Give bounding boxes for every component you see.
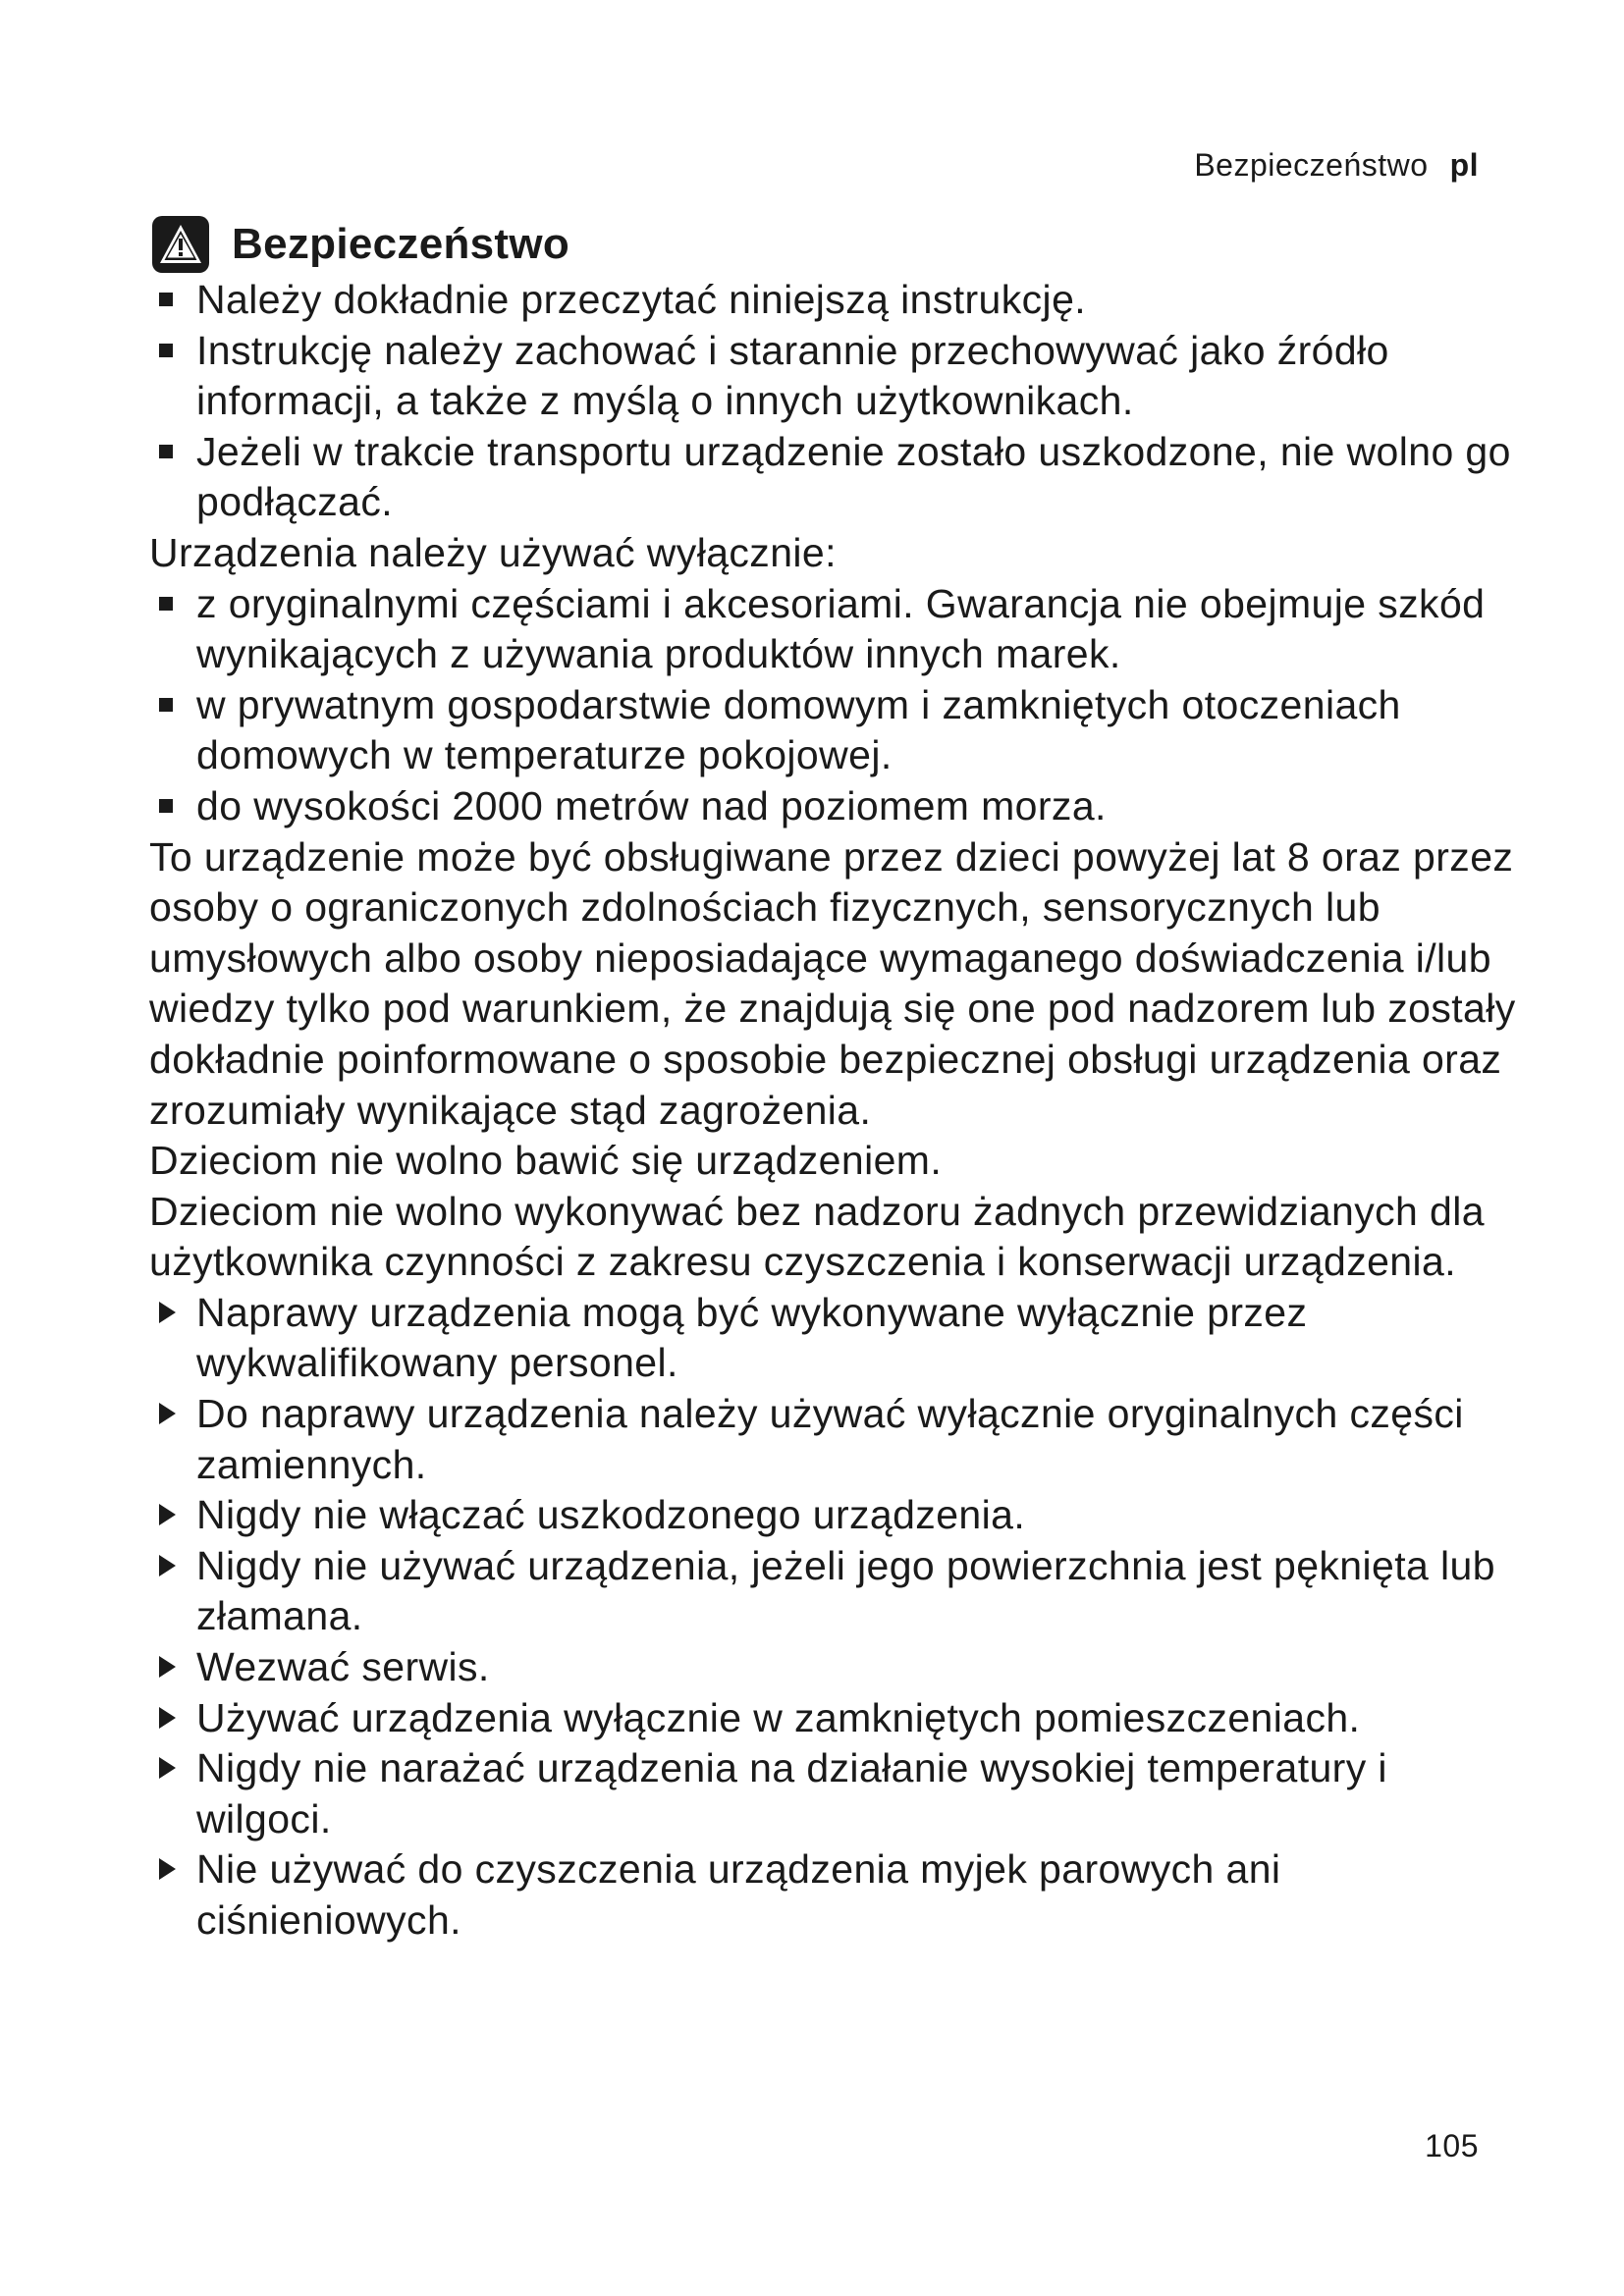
- arrow-bullet-icon: [159, 1504, 176, 1525]
- header-section-name: Bezpieczeństwo: [1194, 147, 1429, 183]
- instruction-item: [149, 1389, 1524, 1490]
- square-bullet-icon: [159, 445, 173, 458]
- square-bullet-icon: [159, 597, 173, 611]
- instruction-text: Naprawy urządzenia mogą być wykonywane wyłącznie przez wykwalifikowany personel.: [196, 1289, 1308, 1386]
- running-header: [1194, 147, 1479, 184]
- list-item: [149, 781, 1524, 832]
- instruction-item: [149, 1490, 1524, 1541]
- instruction-item: [149, 1642, 1524, 1693]
- children-usage-paragraph: To urządzenie może być obsługiwane przez dzieci powyżej lat 8 oraz przez osoby o ograniczonych zdolnościach fizycznych, sensorycznych lub umysłowych albo osoby nieposiadające wymaganego doświadczenia i/lub wiedzy tylko pod warunkiem, że znajdują się one pod nadzorem lub zostały dokładnie poinformowane o sposobie bezpiecznej obsługi urządzenia oraz zrozumiały wynikające stąd zagrożenia.: [149, 833, 1516, 1133]
- list-item-text: Należy dokładnie przeczytać niniejszą instrukcję.: [196, 277, 1087, 322]
- arrow-bullet-icon: [159, 1707, 176, 1729]
- list-item: [149, 326, 1524, 427]
- arrow-bullet-icon: [159, 1656, 176, 1678]
- instruction-text: Nie używać do czyszczenia urządzenia myjek parowych ani ciśnieniowych.: [196, 1846, 1281, 1943]
- list-item: [149, 680, 1524, 781]
- square-bullet-icon: [159, 799, 173, 813]
- arrow-bullet-icon: [159, 1403, 176, 1424]
- instruction-text: Nigdy nie używać urządzenia, jeżeli jego powierzchnia jest pęknięta lub złamana.: [196, 1542, 1495, 1639]
- children-play-paragraph: Dzieciom nie wolno bawić się urządzeniem.: [149, 1138, 943, 1184]
- list-item-text: Jeżeli w trakcie transportu urządzenie zostało uszkodzone, nie wolno go podłączać.: [196, 428, 1511, 525]
- list-item: [149, 579, 1524, 680]
- arrow-bullet-icon: [159, 1858, 176, 1880]
- square-bullet-icon: [159, 293, 173, 306]
- list-item: [149, 275, 1524, 326]
- page-content: [149, 214, 1524, 1947]
- square-bullet-icon: [159, 344, 173, 357]
- arrow-bullet-icon: [159, 1555, 176, 1576]
- usage-intro: Urządzenia należy używać wyłącznie:: [149, 529, 837, 575]
- instruction-text: Do naprawy urządzenia należy używać wyłącznie oryginalnych części zamiennych.: [196, 1391, 1464, 1487]
- instruction-item: [149, 1288, 1524, 1389]
- instruction-text: Używać urządzenia wyłącznie w zamkniętych pomieszczeniach.: [196, 1694, 1361, 1740]
- instruction-text: Wezwać serwis.: [196, 1644, 490, 1690]
- arrow-bullet-icon: [159, 1757, 176, 1779]
- children-cleaning-paragraph: Dzieciom nie wolno wykonywać bez nadzoru żadnych przewidzianych dla użytkownika czynności z zakresu czyszczenia i konserwacji urządzenia.: [149, 1188, 1485, 1285]
- instruction-text: Nigdy nie narażać urządzenia na działanie wysokiej temperatury i wilgoci.: [196, 1745, 1387, 1842]
- square-bullet-icon: [159, 698, 173, 712]
- arrow-bullet-icon: [159, 1302, 176, 1323]
- section-heading: [149, 214, 1524, 275]
- list-item-text: z oryginalnymi częściami i akcesoriami. Gwarancja nie obejmuje szkód wynikających z używania produktów innych marek.: [196, 580, 1486, 677]
- page-number: 105: [1425, 2128, 1479, 2163]
- instruction-text: Nigdy nie włączać uszkodzonego urządzenia.: [196, 1492, 1026, 1538]
- warning-triangle-icon: [151, 215, 210, 274]
- section-title: Bezpieczeństwo: [232, 220, 570, 269]
- instruction-item: [149, 1693, 1524, 1744]
- list-item-text: w prywatnym gospodarstwie domowym i zamkniętych otoczeniach domowych w temperaturze pokojowej.: [196, 681, 1401, 778]
- list-item: [149, 427, 1524, 528]
- list-item-text: Instrukcję należy zachować i starannie przechowywać jako źródło informacji, a także z myślą o innych użytkownikach.: [196, 327, 1389, 424]
- list-item-text: do wysokości 2000 metrów nad poziomem morza.: [196, 782, 1107, 828]
- instruction-item: [149, 1743, 1524, 1844]
- header-language-code: pl: [1449, 147, 1479, 183]
- instruction-item: [149, 1844, 1524, 1946]
- instruction-item: [149, 1541, 1524, 1642]
